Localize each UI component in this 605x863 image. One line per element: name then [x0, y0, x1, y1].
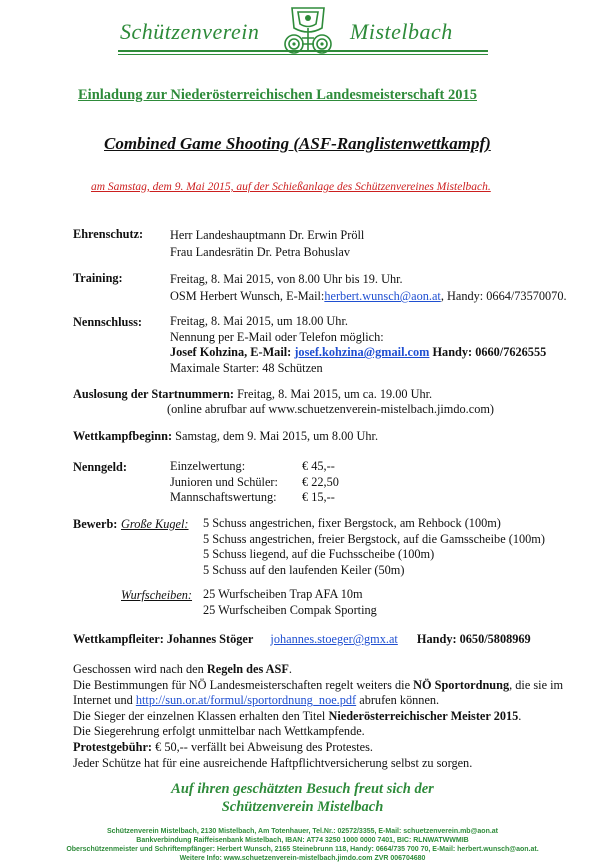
bewerb-item: 25 Wurfscheiben Compak Sporting: [203, 602, 377, 617]
rules-text: Geschossen wird nach den: [73, 662, 207, 676]
training-phone-text: , Handy: 0664/73570070.: [440, 289, 567, 303]
rules-emphasis: Niederösterreichischer Meister 2015: [328, 708, 519, 723]
rules-line: [73, 693, 563, 709]
nennschluss-label: Nennschluss:: [73, 315, 143, 329]
wettkampfleiter-label: Wettkampfleiter: Johannes Stöger: [73, 632, 254, 646]
rules-emphasis: Protestgebühr:: [73, 739, 153, 754]
wettkampfbeginn-label: Wettkampfbeginn:: [73, 429, 173, 443]
training-contact-text: OSM Herbert Wunsch, E-Mail:: [170, 289, 325, 303]
training-email-link[interactable]: herbert.wunsch@aon.at: [324, 289, 441, 303]
grosse-kugel-label: Große Kugel:: [121, 517, 189, 531]
training-text: [170, 271, 567, 305]
nennschluss-line: Nennung per E-Mail oder Telefon möglich:: [170, 329, 384, 344]
footer-line: Weitere Info: www.schuetzenverein-mistelbach.jimdo.com ZVR 006704680: [179, 855, 426, 862]
ehrenschutz-line: Frau Landesrätin Dr. Petra Bohuslav: [170, 245, 350, 259]
rules-line: [73, 709, 563, 725]
rules-text: , die sie im: [509, 677, 564, 692]
nenngeld-row-name: Mannschaftswertung:: [170, 490, 277, 504]
rules-line: Die Siegerehrung erfolgt unmittelbar nach Wettkampfende.: [73, 724, 365, 739]
rules-line: [73, 740, 563, 756]
wurfscheiben-label: Wurfscheiben:: [121, 588, 193, 602]
bewerb-item: 5 Schuss auf den laufenden Keiler (50m): [203, 563, 405, 578]
ehrenschutz-label: Ehrenschutz:: [73, 227, 144, 241]
rules-emphasis: NÖ Sportordnung: [413, 677, 510, 692]
footer: [0, 827, 605, 863]
auslosung-block: [73, 386, 432, 403]
auslosung-label: Auslosung der Startnummern:: [73, 387, 235, 401]
nennschluss-contact-name: Josef Kohzina, E-Mail:: [170, 345, 295, 359]
bewerb-item: 5 Schuss angestrichen, fixer Bergstock, am Rehbock (100m): [203, 516, 501, 530]
rules-text: Internet und: [73, 693, 136, 708]
bewerb-item: 5 Schuss liegend, auf die Fuchsscheibe (100m): [203, 547, 435, 562]
club-name-right: Mistelbach: [350, 19, 453, 44]
wettkampfbeginn-text: Samstag, dem 9. Mai 2015, um 8.00 Uhr.: [172, 429, 379, 443]
nennschluss-line: Freitag, 8. Mai 2015, um 18.00 Uhr.: [170, 314, 348, 328]
wettkampfleiter-email-link[interactable]: johannes.stoeger@gmx.at: [270, 632, 398, 646]
rules-emphasis: Regeln des ASF: [206, 662, 289, 676]
rules-text: € 50,-- verfällt bei Abweisung des Protestes.: [152, 739, 373, 754]
nenngeld-row-name: Einzelwertung:: [170, 459, 246, 473]
wettkampfbeginn-line: [73, 429, 378, 444]
nenngeld-label: Nenngeld:: [73, 460, 127, 474]
rules-block: [73, 662, 563, 771]
sportordnung-link[interactable]: http://sun.or.at/formul/sportordnung_noe.pdf: [135, 693, 357, 708]
rules-text: Die Sieger der einzelnen Klassen erhalten den Titel: [73, 708, 329, 723]
header-rule-bottom: [118, 54, 488, 55]
nenngeld-row-price: € 45,--: [302, 459, 335, 473]
rules-line: [73, 678, 563, 694]
rules-line: Jeder Schütze hat für eine ausreichende Haftpflichtversicherung selbst zu sorgen.: [73, 755, 473, 770]
closing-line: Auf ihren geschätzten Besuch freut sich der: [171, 781, 434, 797]
wettkampfleiter-line: [73, 632, 531, 647]
nenngeld-names: [170, 459, 278, 506]
training-line: Freitag, 8. Mai 2015, von 8.00 Uhr bis 19. Uhr.: [170, 272, 403, 286]
closing-signature: Schützenverein Mistelbach: [221, 799, 384, 815]
nennschluss-email-link[interactable]: josef.kohzina@gmail.com: [294, 345, 430, 359]
auslosung-online-line: (online abrufbar auf www.schuetzenverein-mistelbach.jimdo.com): [167, 402, 494, 416]
footer-line: Oberschützenmeister und Schriftempfänger: Herbert Wunsch, 2165 Steinebrunn 118, Handy: 0664/735 700 70, E-Mail: herbert.wunsch@aon.at.: [66, 846, 539, 853]
auslosung-date: Freitag, 8. Mai 2015, um ca. 19.00 Uhr.: [234, 387, 433, 401]
nennschluss-line: Maximale Starter: 48 Schützen: [170, 360, 323, 375]
nennschluss-text: [170, 314, 546, 376]
ehrenschutz-text: [170, 227, 364, 261]
nenngeld-row-name: Junioren und Schüler:: [170, 474, 278, 489]
event-title: Combined Game Shooting (ASF-Ranglistenwettkampf): [104, 134, 491, 153]
nenngeld-row-price: € 15,--: [302, 490, 335, 504]
wettkampfleiter-phone: Handy: 0650/5808969: [416, 632, 531, 646]
bewerb-label: Bewerb:: [73, 517, 118, 531]
date-line: am Samstag, dem 9. Mai 2015, auf der Schießanlage des Schützenvereines Mistelbach.: [91, 181, 491, 193]
nenngeld-prices: [302, 459, 339, 506]
header-rule-top: [118, 50, 488, 52]
ehrenschutz-line: Herr Landeshauptmann Dr. Erwin Pröll: [170, 228, 365, 242]
nenngeld-row-price: € 22,50: [302, 474, 339, 489]
rules-text: Die Bestimmungen für NÖ Landesmeisterschaften regelt weiters die: [73, 677, 414, 692]
training-label: Training:: [73, 271, 123, 285]
bewerb-item: 5 Schuss angestrichen, freier Bergstock, auf die Gamsscheibe (100m): [203, 531, 545, 546]
rules-line: [73, 662, 563, 678]
nennschluss-contact-line: [170, 345, 546, 361]
nennschluss-phone: Handy: 0660/7626555: [429, 345, 547, 359]
club-name-left: Schützenverein: [120, 19, 260, 44]
footer-line: Schützenverein Mistelbach, 2130 Mistelbach, Am Totenhauer, Tel.Nr.: 02572/3355, E-Mail: schuetzenverein.mb@aon.at: [106, 828, 499, 835]
wurfscheiben-list: [203, 587, 377, 618]
training-contact-line: [170, 288, 567, 305]
rules-text: abrufen können.: [356, 693, 440, 708]
rules-text: .: [518, 708, 522, 723]
footer-line: Bankverbindung Raiffeisenbank Mistelbach, IBAN: AT74 3250 1000 0000 7401, BIC: RLNWATWWMIB: [136, 837, 469, 844]
grosse-kugel-list: [203, 516, 545, 579]
invitation-title: Einladung zur Niederösterreichischen Landesmeisterschaft 2015: [78, 87, 477, 103]
bewerb-item: 25 Wurfscheiben Trap AFA 10m: [203, 587, 363, 601]
rules-text: .: [288, 662, 292, 676]
